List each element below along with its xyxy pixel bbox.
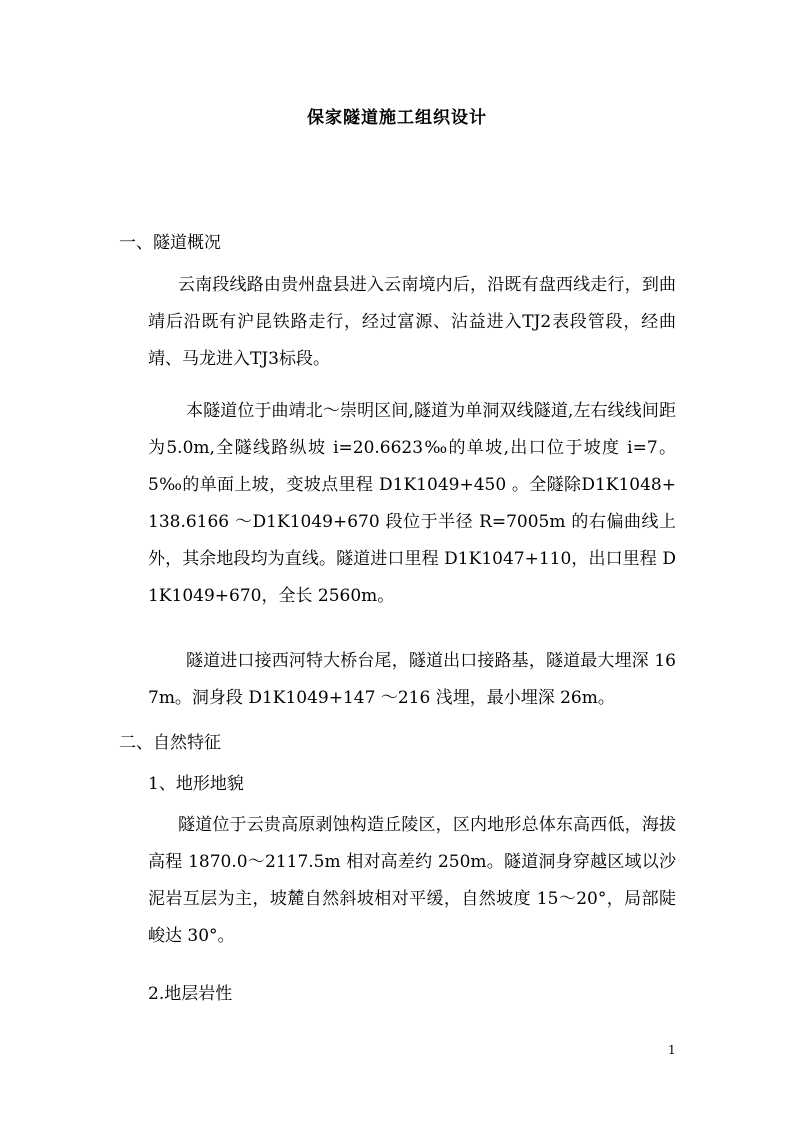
paragraph-tunnel-portals: 隧道进口接西河特大桥台尾，隧道出口接路基，隧道最大埋深 167m。洞身段 D1K1049+147 ～216 浅埋，最小埋深 26m。 bbox=[148, 651, 676, 708]
paragraph-topography: 隧道位于云贵高原剥蚀构造丘陵区，区内地形总体东高西低，海拔高程 1870.0～2117.5m 相对高差约 250m。隧道洞身穿越区域以沙泥岩互层为主，坡麓自然斜坡相对平缓，自然坡度 15～20°，局部陡峻达 30°。 bbox=[148, 815, 676, 946]
section-heading-natural-features: 二、自然特征 bbox=[119, 733, 221, 753]
page-number: 1 bbox=[668, 1043, 676, 1057]
section-heading-tunnel-overview: 一、隧道概况 bbox=[119, 233, 221, 253]
subsection-heading-topography: 1、地形地貌 bbox=[148, 774, 244, 794]
paragraph-route-description: 云南段线路由贵州盘县进入云南境内后，沿既有盘西线走行，到曲靖后沿既有沪昆铁路走行，经过富源、沾益进入TJ2表段管段，经曲靖、马龙进入TJ3标段。 bbox=[148, 275, 676, 369]
page-title: 保家隧道施工组织设计 bbox=[307, 108, 487, 128]
subsection-heading-stratigraphy: 2.地层岩性 bbox=[148, 984, 233, 1004]
paragraph-tunnel-location: 本隧道位于曲靖北～崇明区间,隧道为单洞双线隧道,左右线线间距为5.0m,全隧线路纵坡 i=20.6623‰的单坡,出口位于坡度 i=7。5‰的单面上坡，变坡点里程 D1K1049+450 。全隧除D1K1048+138.6166 ～D1K1049+670 段位于半径 R=7005m 的右偏曲线上外，其余地段均为直线。隧道进口里程 D1K1047+110，出口里程 D1K1049+670，全长 2560m。 bbox=[148, 401, 676, 606]
